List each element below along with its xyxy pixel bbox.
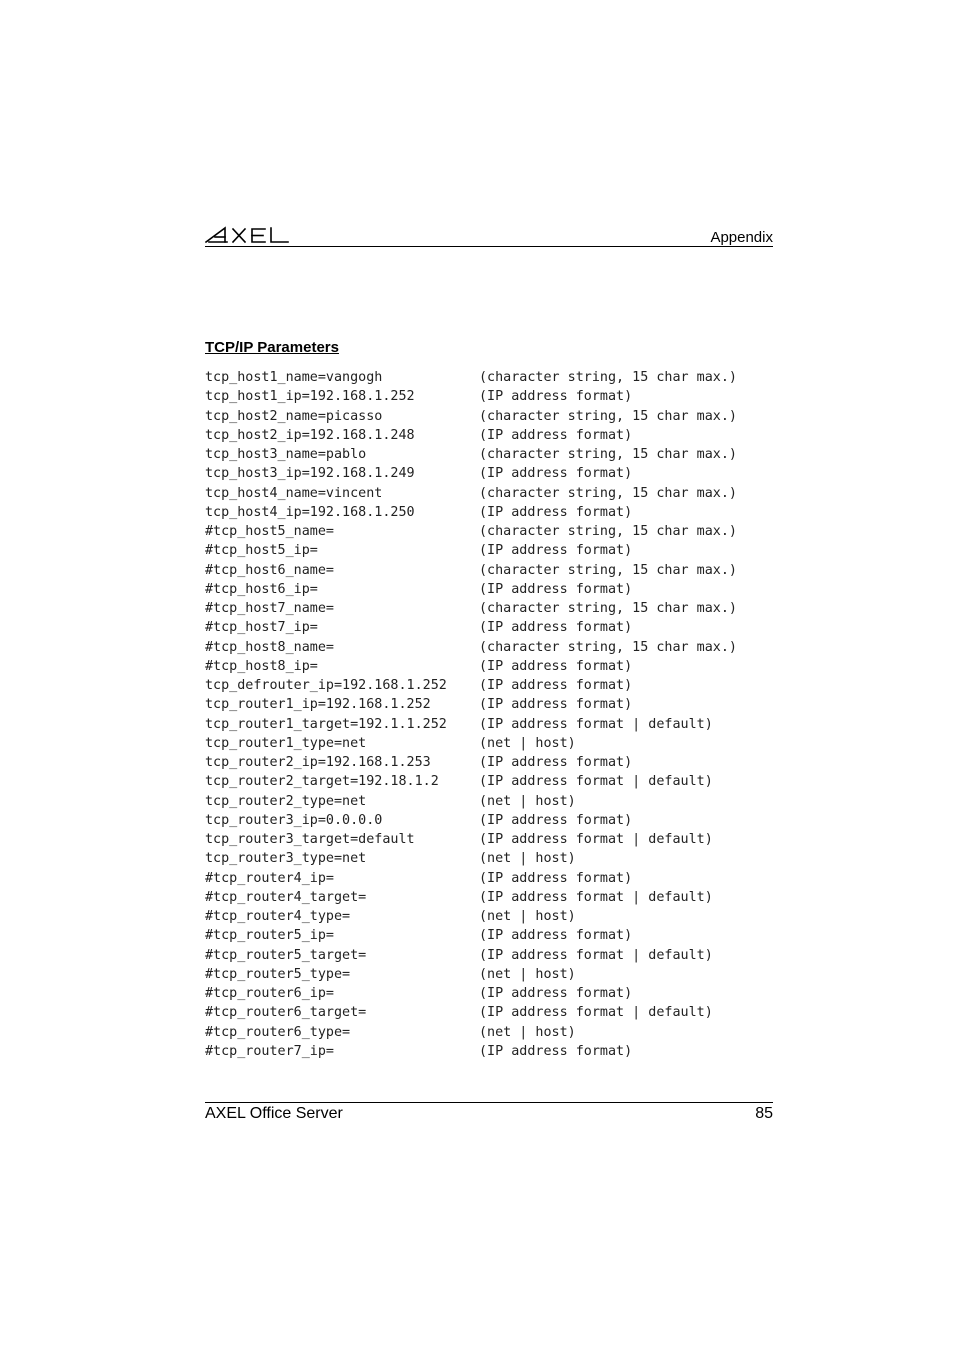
parameter-row bbox=[205, 888, 773, 907]
parameter-description: (IP address format) bbox=[479, 581, 633, 597]
parameter-row bbox=[205, 1003, 773, 1022]
parameter-description: (IP address format | default) bbox=[479, 889, 713, 905]
parameter-key: #tcp_router4_ip= bbox=[205, 870, 334, 886]
parameter-row bbox=[205, 772, 773, 791]
parameter-row bbox=[205, 946, 773, 965]
parameter-key: tcp_router2_type=net bbox=[205, 793, 367, 809]
parameter-key: #tcp_host8_ip= bbox=[205, 658, 318, 674]
parameter-description: (IP address format | default) bbox=[479, 832, 713, 847]
parameter-row bbox=[205, 830, 773, 849]
parameter-description: (character string, 15 char max.) bbox=[479, 408, 737, 424]
parameter-key: #tcp_router7_ip= bbox=[205, 1043, 334, 1059]
parameter-row bbox=[205, 618, 773, 637]
parameter-row bbox=[205, 753, 773, 772]
parameter-description: (character string, 15 char max.) bbox=[479, 639, 737, 655]
footer-page-number: 85 bbox=[755, 1105, 773, 1122]
parameter-key: tcp_router1_type=net bbox=[205, 735, 367, 751]
parameter-key: tcp_router2_ip=192.168.1.253 bbox=[205, 755, 431, 770]
parameter-description: (net | host) bbox=[479, 909, 576, 924]
parameter-row bbox=[205, 849, 773, 868]
parameter-key: #tcp_router5_ip= bbox=[205, 928, 334, 944]
parameter-description: (IP address format) bbox=[479, 812, 633, 828]
parameter-description: (net | host) bbox=[479, 966, 576, 982]
parameter-description: (net | host) bbox=[479, 735, 576, 751]
parameter-key: tcp_host1_ip=192.168.1.252 bbox=[205, 389, 415, 405]
parameter-row bbox=[205, 811, 773, 830]
parameter-key: tcp_router3_ip=0.0.0.0 bbox=[205, 812, 383, 828]
parameter-description: (net | host) bbox=[479, 851, 576, 867]
parameter-description: (character string, 15 char max.) bbox=[479, 524, 737, 539]
parameter-description: (IP address format) bbox=[479, 504, 633, 520]
parameter-row bbox=[205, 580, 773, 599]
parameter-key: #tcp_router4_target= bbox=[205, 889, 367, 905]
parameter-description: (IP address format) bbox=[479, 870, 633, 886]
parameter-description: (character string, 15 char max.) bbox=[479, 601, 737, 616]
parameter-description: (IP address format) bbox=[479, 755, 633, 770]
parameter-row bbox=[205, 715, 773, 734]
parameter-key: #tcp_host5_ip= bbox=[205, 543, 318, 559]
parameter-description: (IP address format) bbox=[479, 928, 633, 944]
parameter-key: tcp_host4_ip=192.168.1.250 bbox=[205, 504, 415, 520]
parameter-row bbox=[205, 503, 773, 522]
parameter-row bbox=[205, 907, 773, 926]
parameter-key: tcp_router2_target=192.18.1.2 bbox=[205, 774, 439, 790]
parameter-key: tcp_router1_target=192.1.1.252 bbox=[205, 716, 447, 732]
parameter-row bbox=[205, 368, 773, 387]
parameter-row bbox=[205, 792, 773, 811]
parameter-row bbox=[205, 445, 773, 464]
parameter-description: (IP address format | default) bbox=[479, 716, 713, 732]
parameter-key: #tcp_host6_name= bbox=[205, 562, 334, 578]
parameter-description: (IP address format) bbox=[479, 389, 633, 405]
parameter-key: #tcp_host6_ip= bbox=[205, 581, 318, 597]
parameter-description: (net | host) bbox=[479, 793, 576, 809]
parameter-row bbox=[205, 464, 773, 483]
parameter-key: tcp_defrouter_ip=192.168.1.252 bbox=[205, 678, 447, 693]
parameter-key: tcp_router1_ip=192.168.1.252 bbox=[205, 697, 431, 713]
parameter-row bbox=[205, 638, 773, 657]
axel-logo-icon bbox=[205, 226, 289, 244]
parameter-description: (IP address format) bbox=[479, 427, 633, 443]
parameter-row bbox=[205, 522, 773, 541]
parameter-row bbox=[205, 657, 773, 676]
section-title: TCP/IP Parameters bbox=[205, 339, 339, 356]
parameter-description: (IP address format | default) bbox=[479, 774, 713, 790]
footer-product-name: AXEL Office Server bbox=[205, 1105, 343, 1122]
parameter-row bbox=[205, 676, 773, 695]
parameter-row bbox=[205, 599, 773, 618]
parameter-row bbox=[205, 541, 773, 560]
parameter-description: (IP address format) bbox=[479, 697, 633, 713]
parameter-row bbox=[205, 387, 773, 406]
parameter-description: (character string, 15 char max.) bbox=[479, 485, 737, 501]
parameter-row bbox=[205, 965, 773, 984]
parameter-description: (IP address format) bbox=[479, 986, 633, 1001]
page-footer bbox=[205, 1102, 773, 1122]
parameter-row bbox=[205, 561, 773, 580]
parameter-description: (IP address format) bbox=[479, 678, 633, 693]
parameter-description: (character string, 15 char max.) bbox=[479, 562, 737, 578]
parameter-row bbox=[205, 734, 773, 753]
page-header bbox=[205, 222, 773, 247]
parameter-key: #tcp_host7_ip= bbox=[205, 620, 318, 636]
parameter-description: (IP address format) bbox=[479, 1043, 633, 1059]
parameter-key: tcp_host1_name=vangogh bbox=[205, 370, 383, 385]
parameter-key: #tcp_router5_type= bbox=[205, 966, 351, 982]
parameter-key: #tcp_router6_target= bbox=[205, 1005, 367, 1021]
parameter-key: #tcp_router5_target= bbox=[205, 947, 367, 963]
parameter-row bbox=[205, 426, 773, 445]
parameter-description: (IP address format) bbox=[479, 543, 633, 559]
parameter-description: (character string, 15 char max.) bbox=[479, 370, 737, 385]
parameter-description: (character string, 15 char max.) bbox=[479, 447, 737, 462]
parameter-key: tcp_router3_target=default bbox=[205, 832, 415, 847]
parameter-description: (net | host) bbox=[479, 1024, 576, 1040]
parameter-key: tcp_host3_ip=192.168.1.249 bbox=[205, 466, 415, 482]
parameter-description: (IP address format) bbox=[479, 466, 633, 482]
parameter-key: #tcp_host7_name= bbox=[205, 601, 334, 616]
parameter-key: #tcp_host5_name= bbox=[205, 524, 334, 539]
parameter-description: (IP address format | default) bbox=[479, 947, 713, 963]
parameter-row bbox=[205, 484, 773, 503]
parameter-row bbox=[205, 984, 773, 1003]
parameter-key: #tcp_router6_type= bbox=[205, 1024, 351, 1040]
parameter-key: #tcp_host8_name= bbox=[205, 639, 334, 655]
parameter-row bbox=[205, 695, 773, 714]
parameter-key: tcp_host3_name=pablo bbox=[205, 447, 367, 462]
parameter-row bbox=[205, 926, 773, 945]
parameter-key: tcp_router3_type=net bbox=[205, 851, 367, 867]
parameter-description: (IP address format) bbox=[479, 658, 633, 674]
parameter-row bbox=[205, 407, 773, 426]
parameter-row bbox=[205, 869, 773, 888]
parameter-key: tcp_host2_ip=192.168.1.248 bbox=[205, 427, 415, 443]
parameter-key: #tcp_router6_ip= bbox=[205, 986, 334, 1001]
parameter-key: tcp_host2_name=picasso bbox=[205, 408, 383, 424]
parameter-key: tcp_host4_name=vincent bbox=[205, 485, 383, 501]
parameter-key: #tcp_router4_type= bbox=[205, 909, 351, 924]
parameter-row bbox=[205, 1042, 773, 1061]
parameter-description: (IP address format | default) bbox=[479, 1005, 713, 1021]
header-section-label: Appendix bbox=[710, 229, 773, 246]
parameter-description: (IP address format) bbox=[479, 620, 633, 636]
parameter-row bbox=[205, 1023, 773, 1042]
parameter-listing bbox=[205, 368, 773, 1061]
